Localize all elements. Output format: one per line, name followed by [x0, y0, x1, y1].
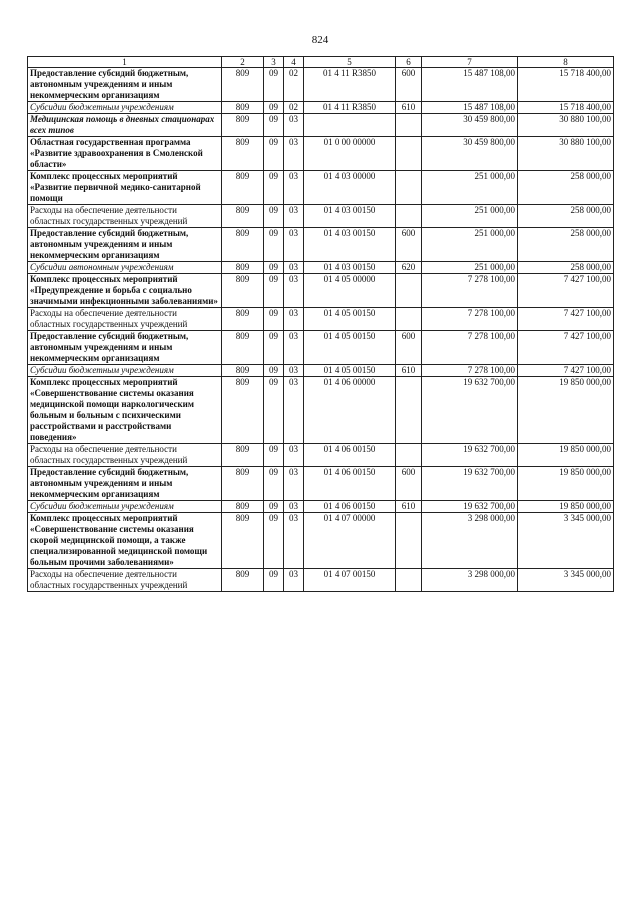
subsection-code: 03 — [284, 308, 304, 331]
amount-year-2: 258 000,00 — [518, 205, 614, 228]
amount-year-1: 251 000,00 — [422, 262, 518, 274]
target-article-code: 01 4 06 00000 — [304, 377, 396, 444]
ministry-code: 809 — [222, 228, 264, 262]
target-article-code: 01 4 03 00150 — [304, 205, 396, 228]
row-name: Субсидии бюджетным учреждениям — [28, 102, 222, 114]
row-name: Расходы на обеспечение деятельности областных государственных учреждений — [28, 569, 222, 592]
subsection-code: 03 — [284, 444, 304, 467]
subsection-code: 03 — [284, 513, 304, 569]
ministry-code: 809 — [222, 262, 264, 274]
table-row — [28, 228, 614, 262]
row-name: Субсидии автономным учреждениям — [28, 262, 222, 274]
target-article-code: 01 4 03 00000 — [304, 171, 396, 205]
table-row — [28, 444, 614, 467]
amount-year-2: 15 718 400,00 — [518, 68, 614, 102]
amount-year-2: 30 880 100,00 — [518, 114, 614, 137]
section-code: 09 — [264, 274, 284, 308]
page-number: 824 — [311, 34, 329, 46]
expense-type-code: 620 — [396, 262, 422, 274]
table-row — [28, 205, 614, 228]
ministry-code: 809 — [222, 308, 264, 331]
table-row — [28, 513, 614, 569]
row-name: Предоставление субсидий бюджетным, автономным учреждениям и иным некоммерческим организациям — [28, 68, 222, 102]
expense-type-code: 610 — [396, 501, 422, 513]
amount-year-1: 15 487 108,00 — [422, 102, 518, 114]
expense-type-code: 600 — [396, 331, 422, 365]
section-code: 09 — [264, 102, 284, 114]
table-row — [28, 467, 614, 501]
subsection-code: 02 — [284, 102, 304, 114]
expense-type-code: 600 — [396, 467, 422, 501]
subsection-code: 03 — [284, 377, 304, 444]
target-article-code: 01 4 05 00000 — [304, 274, 396, 308]
target-article-code: 01 4 05 00150 — [304, 308, 396, 331]
amount-year-2: 7 427 100,00 — [518, 308, 614, 331]
expense-type-code: 610 — [396, 365, 422, 377]
amount-year-2: 258 000,00 — [518, 171, 614, 205]
expense-type-code — [396, 137, 422, 171]
ministry-code: 809 — [222, 569, 264, 592]
section-code: 09 — [264, 114, 284, 137]
amount-year-2: 3 345 000,00 — [518, 569, 614, 592]
section-code: 09 — [264, 501, 284, 513]
ministry-code: 809 — [222, 467, 264, 501]
section-code: 09 — [264, 513, 284, 569]
row-name: Комплекс процессных мероприятий «Развитие первичной медико-санитарной помощи — [28, 171, 222, 205]
subsection-code: 03 — [284, 228, 304, 262]
target-article-code: 01 4 03 00150 — [304, 262, 396, 274]
subsection-code: 03 — [284, 365, 304, 377]
section-code: 09 — [264, 444, 284, 467]
section-code: 09 — [264, 205, 284, 228]
amount-year-2: 15 718 400,00 — [518, 102, 614, 114]
amount-year-2: 3 345 000,00 — [518, 513, 614, 569]
subsection-code: 03 — [284, 137, 304, 171]
row-name: Предоставление субсидий бюджетным, автономным учреждениям и иным некоммерческим организациям — [28, 331, 222, 365]
target-article-code: 01 4 03 00150 — [304, 228, 396, 262]
subsection-code: 03 — [284, 114, 304, 137]
amount-year-1: 251 000,00 — [422, 171, 518, 205]
ministry-code: 809 — [222, 114, 264, 137]
target-article-code: 01 4 05 00150 — [304, 365, 396, 377]
amount-year-2: 7 427 100,00 — [518, 331, 614, 365]
table-header-row — [28, 57, 614, 68]
target-article-code: 01 0 00 00000 — [304, 137, 396, 171]
subsection-code: 03 — [284, 331, 304, 365]
ministry-code: 809 — [222, 444, 264, 467]
subsection-code: 03 — [284, 274, 304, 308]
target-article-code: 01 4 06 00150 — [304, 501, 396, 513]
row-name: Комплекс процессных мероприятий «Совершенствование системы оказания скорой медицинской помощи, а также специализированной медицинской помощи больным прочими заболеваниями» — [28, 513, 222, 569]
expense-type-code — [396, 444, 422, 467]
amount-year-1: 7 278 100,00 — [422, 331, 518, 365]
table-row — [28, 262, 614, 274]
column-header: 5 — [304, 57, 396, 68]
amount-year-1: 251 000,00 — [422, 205, 518, 228]
row-name: Расходы на обеспечение деятельности областных государственных учреждений — [28, 444, 222, 467]
amount-year-1: 3 298 000,00 — [422, 513, 518, 569]
subsection-code: 03 — [284, 501, 304, 513]
expense-type-code — [396, 569, 422, 592]
expense-type-code — [396, 171, 422, 205]
expense-type-code — [396, 114, 422, 137]
column-header: 8 — [518, 57, 614, 68]
target-article-code — [304, 114, 396, 137]
amount-year-2: 258 000,00 — [518, 262, 614, 274]
expense-type-code — [396, 205, 422, 228]
target-article-code: 01 4 07 00150 — [304, 569, 396, 592]
row-name: Областная государственная программа «Развитие здравоохранения в Смоленской области» — [28, 137, 222, 171]
subsection-code: 03 — [284, 569, 304, 592]
ministry-code: 809 — [222, 331, 264, 365]
ministry-code: 809 — [222, 365, 264, 377]
amount-year-2: 258 000,00 — [518, 228, 614, 262]
expense-type-code — [396, 377, 422, 444]
row-name: Субсидии бюджетным учреждениям — [28, 501, 222, 513]
ministry-code: 809 — [222, 205, 264, 228]
amount-year-1: 7 278 100,00 — [422, 308, 518, 331]
target-article-code: 01 4 07 00000 — [304, 513, 396, 569]
ministry-code: 809 — [222, 377, 264, 444]
row-name: Субсидии бюджетным учреждениям — [28, 365, 222, 377]
target-article-code: 01 4 05 00150 — [304, 331, 396, 365]
row-name: Комплекс процессных мероприятий «Предупреждение и борьба с социально значимыми инфекционными заболеваниями» — [28, 274, 222, 308]
row-name: Расходы на обеспечение деятельности областных государственных учреждений — [28, 308, 222, 331]
section-code: 09 — [264, 68, 284, 102]
section-code: 09 — [264, 308, 284, 331]
ministry-code: 809 — [222, 274, 264, 308]
column-header: 2 — [222, 57, 264, 68]
row-name: Комплекс процессных мероприятий «Совершенствование системы оказания медицинской помощи наркологическим больным и больным с психическими расстройствами и расстройствами поведения» — [28, 377, 222, 444]
row-name: Медицинская помощь в дневных стационарах всех типов — [28, 114, 222, 137]
amount-year-2: 19 850 000,00 — [518, 467, 614, 501]
expense-type-code — [396, 308, 422, 331]
expense-type-code: 600 — [396, 228, 422, 262]
expense-type-code: 610 — [396, 102, 422, 114]
section-code: 09 — [264, 262, 284, 274]
expense-type-code — [396, 513, 422, 569]
amount-year-1: 7 278 100,00 — [422, 365, 518, 377]
target-article-code: 01 4 11 R3850 — [304, 102, 396, 114]
section-code: 09 — [264, 569, 284, 592]
section-code: 09 — [264, 171, 284, 205]
amount-year-1: 3 298 000,00 — [422, 569, 518, 592]
ministry-code: 809 — [222, 68, 264, 102]
amount-year-1: 7 278 100,00 — [422, 274, 518, 308]
column-header: 4 — [284, 57, 304, 68]
column-header: 3 — [264, 57, 284, 68]
row-name: Расходы на обеспечение деятельности областных государственных учреждений — [28, 205, 222, 228]
row-name: Предоставление субсидий бюджетным, автономным учреждениям и иным некоммерческим организациям — [28, 467, 222, 501]
expense-type-code — [396, 274, 422, 308]
column-header: 6 — [396, 57, 422, 68]
subsection-code: 03 — [284, 171, 304, 205]
amount-year-1: 30 459 800,00 — [422, 114, 518, 137]
amount-year-1: 15 487 108,00 — [422, 68, 518, 102]
section-code: 09 — [264, 331, 284, 365]
table-row — [28, 308, 614, 331]
amount-year-2: 30 880 100,00 — [518, 137, 614, 171]
subsection-code: 03 — [284, 205, 304, 228]
amount-year-1: 19 632 700,00 — [422, 467, 518, 501]
amount-year-1: 19 632 700,00 — [422, 377, 518, 444]
table-row — [28, 365, 614, 377]
section-code: 09 — [264, 137, 284, 171]
ministry-code: 809 — [222, 137, 264, 171]
table-row — [28, 569, 614, 592]
subsection-code: 02 — [284, 68, 304, 102]
budget-table — [27, 56, 614, 592]
amount-year-2: 7 427 100,00 — [518, 365, 614, 377]
table-row — [28, 501, 614, 513]
amount-year-1: 19 632 700,00 — [422, 501, 518, 513]
target-article-code: 01 4 11 R3850 — [304, 68, 396, 102]
expense-type-code: 600 — [396, 68, 422, 102]
section-code: 09 — [264, 467, 284, 501]
ministry-code: 809 — [222, 513, 264, 569]
target-article-code: 01 4 06 00150 — [304, 444, 396, 467]
column-header: 7 — [422, 57, 518, 68]
amount-year-2: 19 850 000,00 — [518, 444, 614, 467]
table-row — [28, 274, 614, 308]
ministry-code: 809 — [222, 102, 264, 114]
table-row — [28, 137, 614, 171]
section-code: 09 — [264, 377, 284, 444]
table-row — [28, 377, 614, 444]
table-row — [28, 114, 614, 137]
amount-year-1: 19 632 700,00 — [422, 444, 518, 467]
ministry-code: 809 — [222, 171, 264, 205]
subsection-code: 03 — [284, 467, 304, 501]
amount-year-2: 19 850 000,00 — [518, 377, 614, 444]
row-name: Предоставление субсидий бюджетным, автономным учреждениям и иным некоммерческим организациям — [28, 228, 222, 262]
ministry-code: 809 — [222, 501, 264, 513]
table-row — [28, 102, 614, 114]
section-code: 09 — [264, 365, 284, 377]
amount-year-2: 7 427 100,00 — [518, 274, 614, 308]
target-article-code: 01 4 06 00150 — [304, 467, 396, 501]
table-row — [28, 171, 614, 205]
table-row — [28, 68, 614, 102]
amount-year-1: 30 459 800,00 — [422, 137, 518, 171]
subsection-code: 03 — [284, 262, 304, 274]
section-code: 09 — [264, 228, 284, 262]
amount-year-1: 251 000,00 — [422, 228, 518, 262]
column-header: 1 — [28, 57, 222, 68]
amount-year-2: 19 850 000,00 — [518, 501, 614, 513]
table-row — [28, 331, 614, 365]
